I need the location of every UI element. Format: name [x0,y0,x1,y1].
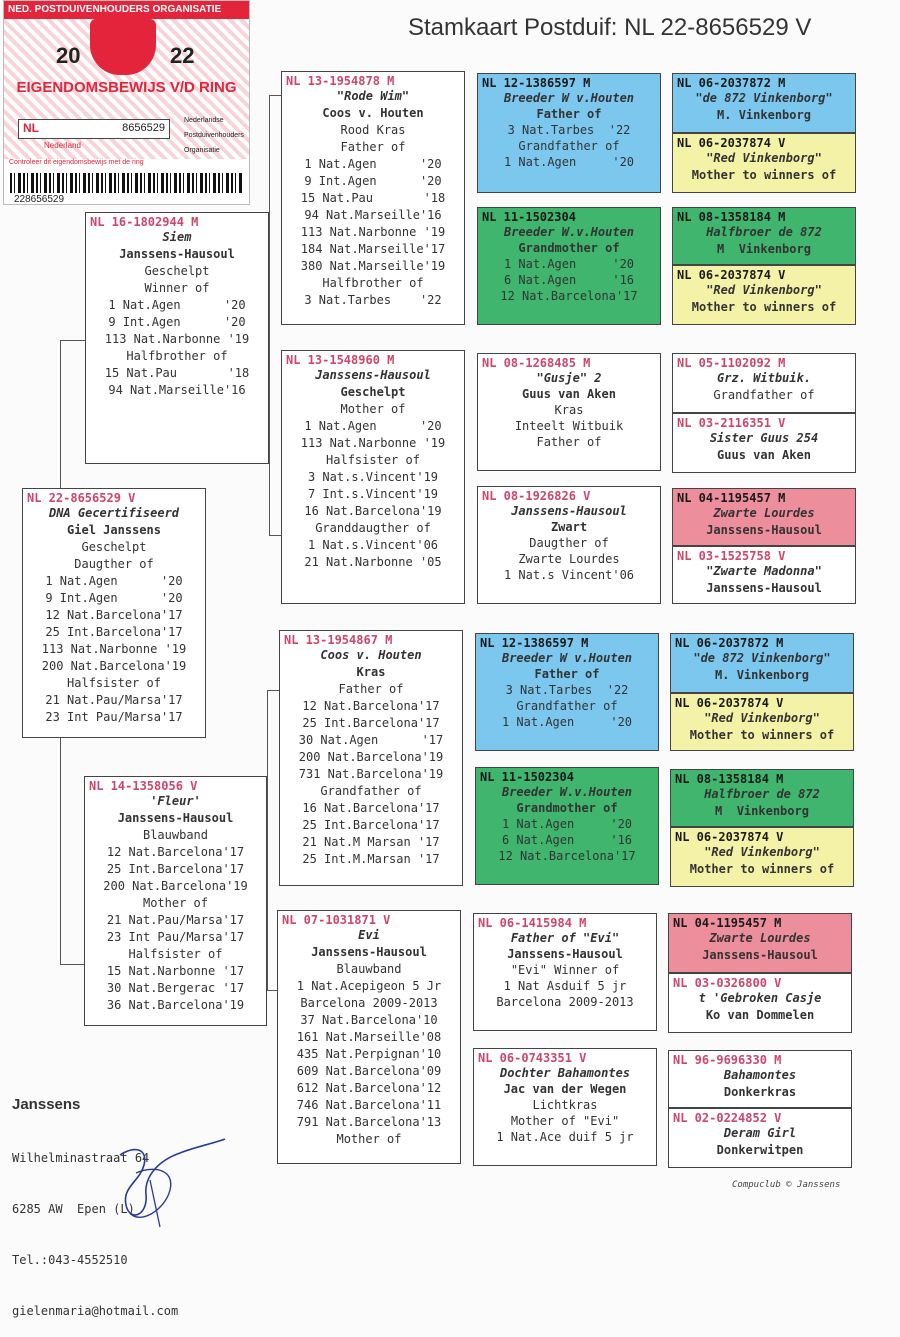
bird-line: 1 Nat.Agen '20 [108,298,246,312]
bird-line: Father of [534,667,600,681]
pedigree-card-fmf [477,353,661,471]
pedigree-card-g15 [668,1050,852,1108]
ownership-certificate [3,0,250,205]
bird-line: 3 Nat.Tarbes '22 [507,123,631,137]
bird-line: Mother to winners of [689,862,835,876]
bird-line: 23 Int Pau/Marsa'17 [45,710,183,724]
ring-number: NL 05-1102092 M [677,356,786,370]
bird-line: "Gusje" 2 [536,371,602,385]
bird-line: Blauwband [336,962,402,976]
bird-line: 25 Int.Barcelona'17 [45,625,183,639]
bird-line: Zwart [550,520,588,534]
bird-line: Mother of [142,896,209,910]
bird-line: 30 Nat.Agen '17 [298,733,444,747]
bird-line: "Red Vinkenborg" [704,711,820,725]
bird-line: Grandmother of [518,241,620,255]
bird-line: "Red Vinkenborg" [704,845,820,859]
bird-line: Grandfather of [518,139,620,153]
ring-number: NL 08-1358184 M [677,210,786,224]
bird-line: 612 Nat.Barcelona'12 [296,1081,442,1095]
ring-number: NL 12-1386597 M [482,76,591,90]
bird-line: Grandfather of [713,388,815,402]
connector [60,340,61,488]
bird-line: "Rode Wim" [336,89,410,103]
ring-number: NL 03-2116351 V [677,416,786,430]
bird-line: 113 Nat.Narbonne '19 [104,332,250,346]
bird-line: M. Vinkenborg [715,668,809,682]
bird-line: Halfbroer de 872 [704,787,820,801]
connector [267,690,279,691]
npo-line: Nederlandse [184,117,224,124]
ring-number: NL 22-8656529 V [27,491,136,505]
bird-line: 1 Nat.s Vincent'06 [503,568,635,582]
ring-number: NL 03-1525758 V [677,549,786,563]
bird-line: Janssens-Hausoul [507,947,623,961]
bird-line: Mother of "Evi" [510,1114,620,1128]
bird-line: Kras [356,665,386,679]
bird-line: t 'Gebroken Casje [698,991,822,1005]
bird-line: Zwarte Lourdes [713,506,815,520]
npo-line: Organisatie [184,147,220,154]
bird-line: 9 Int.Agen '20 [304,174,442,188]
bird-line: 25 Int.Barcelona'17 [106,862,245,876]
pedigree-card-fm [281,350,465,604]
bird-line: Daugther of [529,536,609,550]
bird-line: 9 Int.Agen '20 [108,315,246,329]
ring-number: NL 13-1954867 M [284,633,393,647]
bird-line: 731 Nat.Barcelona'19 [298,767,444,781]
country-code: NL [23,121,39,135]
bird-line: 12 Nat.Barcelona'17 [45,608,183,622]
bird-line: 1 Nat.Agen '20 [503,257,635,271]
bird-line: Deram Girl [723,1126,797,1140]
ring-number-box [18,119,170,139]
bird-line: M Vinkenborg [715,804,809,818]
pedigree-card-g11 [670,769,854,827]
bird-line: 9 Int.Agen '20 [45,591,183,605]
breeder-name: Janssens [12,1096,81,1113]
bird-line: 200 Nat.Barcelona'19 [298,750,444,764]
bird-line: Mother of [340,402,406,416]
bird-line: Ko van Dommelen [705,1008,815,1022]
bird-line: 15 Nat.Pau '18 [104,366,250,380]
bird-line: Father of [536,107,602,121]
bird-line: Coos v. Houten [320,648,422,662]
bird-line: Halfsister of [128,947,223,961]
bird-line: 15 Nat.Pau '18 [300,191,446,205]
bird-line: 1 Nat.Agen '20 [501,817,633,831]
pedigree-card-g8 [672,546,856,604]
bird-line: M Vinkenborg [717,242,811,256]
bird-line: Jac van der Wegen [503,1082,627,1096]
npo-logo [184,113,244,158]
bird-line: 1 Nat.Agen '20 [45,574,183,588]
bird-line: Janssens-Hausoul [702,948,818,962]
ring-number: NL 96-9696330 M [673,1053,782,1067]
address-phone: Tel.:043-4552510 [12,1253,128,1267]
ring-number: NL 13-1954878 M [286,74,395,88]
bird-line: Lichtkras [532,1098,598,1112]
bird-line: Janssens-Hausoul [117,811,234,825]
pedigree-card-mother [84,776,267,1026]
ring-number: NL 12-1386597 M [480,636,589,650]
bird-line: 21 Nat.Narbonne '05 [304,555,442,569]
bird-line: "de 872 Vinkenborg" [695,91,833,105]
connector [269,95,270,535]
pedigree-card-g10 [670,693,854,751]
connector [60,738,61,964]
bird-line: 200 Nat.Barcelona'19 [41,659,187,673]
bird-line: Sister Guus 254 [709,431,819,445]
pedigree-card-father [85,212,269,464]
barcode-number: 228656529 [14,194,65,205]
pedigree-card-main [22,488,206,738]
bird-line: 1 Nat.Agen '20 [501,715,633,729]
bird-line: Grandfather of [320,784,422,798]
bird-line: Father of [536,435,602,449]
pedigree-card-g9 [670,633,854,693]
bird-line: Geschelpt [81,540,147,554]
pedigree-card-mm [277,910,461,1164]
bird-line: 184 Nat.Marseille'17 [300,242,446,256]
bird-line: Donkerkras [723,1085,797,1099]
pedigree-card-g3 [672,207,856,265]
pedigree-card-g6 [672,413,856,473]
bird-line: 161 Nat.Marseille'08 [296,1030,442,1044]
bird-line: Halfsister of [326,453,420,467]
bird-line: Janssens-Hausoul [706,581,822,595]
pedigree-card-mf [279,630,463,886]
signature-icon [100,1135,230,1230]
ring-number: NL 03-0326800 V [673,976,782,990]
certificate-title: EIGENDOMSBEWIJS V/D RING [16,79,237,96]
bird-line: Janssens-Hausoul [511,504,627,518]
ring-number: NL 11-1502304 [480,770,574,784]
bird-line: Zwarte Lourdes [518,552,620,566]
bird-line: 3 Nat.s.Vincent'19 [307,470,439,484]
ring-number: NL 06-2037874 V [677,268,786,282]
ring-number: NL 08-1926826 V [482,489,591,503]
ring-number: NL 04-1195457 M [673,916,782,930]
pedigree-card-g1 [672,73,856,133]
bird-line: 380 Nat.Marseille'19 [300,259,446,273]
connector [269,95,281,96]
bird-line: 12 Nat.Barcelona'17 [498,849,636,863]
bird-line: 113 Nat.Narbonne '19 [41,642,187,656]
bird-line: DNA Gecertifiseerd [48,506,180,520]
bird-line: 12 Nat.Barcelona'17 [500,289,638,303]
bird-line: Evi [358,928,380,942]
bird-line: Janssens-Hausoul [315,368,431,382]
barcode [10,173,242,193]
address-email[interactable]: gielenmaria@hotmail.com [12,1304,179,1318]
bird-line: 113 Nat.Narbonne '19 [300,225,446,239]
bird-line: 16 Nat.Barcelona'17 [302,801,440,815]
connector [60,340,85,341]
bird-line: Zwarte Lourdes [709,931,811,945]
bird-line: Mother of [336,1132,402,1146]
bird-line: 36 Nat.Barcelona'19 [106,998,245,1012]
ring-number: NL 11-1502304 [482,210,576,224]
bird-line: 435 Nat.Perpignan'10 [296,1047,442,1061]
bird-line: 7 Int.s.Vincent'19 [307,487,439,501]
bird-line: "Red Vinkenborg" [706,151,822,165]
bird-line: Halfbrother of [322,276,424,290]
pedigree-card-mmf [473,913,657,1031]
bird-line: Daugther of [74,557,154,571]
bird-line: Breeder W.v.Houten [501,785,633,799]
ring-number: 8656529 [122,122,165,134]
bird-line: 16 Nat.Barcelona'19 [304,504,442,518]
ring-number: NL 06-2037872 M [677,76,786,90]
bird-line: Janssens-Hausoul [706,523,822,537]
ring-number: NL 02-0224852 V [673,1111,782,1125]
connector [267,690,268,990]
pedigree-card-g5 [672,353,856,413]
bird-line: 3 Nat.Tarbes '22 [304,293,442,307]
bird-line: 15 Nat.Narbonne '17 [106,964,245,978]
bird-line: Blauwband [142,828,209,842]
bird-line: Grandmother of [516,801,618,815]
bird-line: 'Fleur' [150,794,201,808]
pedigree-card-mmm [473,1048,657,1166]
bird-line: 1 Nat.Agen '20 [304,419,442,433]
bird-line: 12 Nat.Barcelona'17 [302,699,440,713]
bird-line: 25 Int.Barcelona'17 [302,716,440,730]
bird-line: Father of [338,682,404,696]
bird-line: 94 Nat.Marseille'16 [108,383,246,397]
ring-number: NL 06-2037872 M [675,636,784,650]
connector [267,990,277,991]
bird-line: 3 Nat.Tarbes '22 [505,683,629,697]
pedigree-card-ff [281,71,465,325]
bird-line: 791 Nat.Barcelona'13 [296,1115,442,1129]
bird-line: 6 Nat.Agen '16 [503,273,635,287]
bird-line: 94 Nat.Marseille'16 [304,208,442,222]
bird-line: 200 Nat.Barcelona'19 [103,879,248,893]
bird-line: 1 Nat.Agen '20 [304,157,442,171]
bird-line: 23 Int Pau/Marsa'17 [106,930,245,944]
bird-line: "Zwarte Madonna" [706,564,822,578]
year-right: 22 [170,43,195,68]
country-label: Nederland [44,141,81,150]
lion-crest-icon [90,19,156,75]
pedigree-card-mff [475,633,659,751]
bird-line: Father of [340,140,406,154]
bird-line: Mother to winners of [691,168,837,182]
ring-number: NL 07-1031871 V [282,913,391,927]
bird-line: Breeder W v.Houten [503,91,635,105]
bird-line: Halfbroer de 872 [706,225,822,239]
bird-line: Granddaugther of [315,521,431,535]
bird-line: 1 Nat.s.Vincent'06 [307,538,439,552]
connector [60,964,84,965]
bird-line: Rood Kras [340,123,406,137]
bird-line: Halfsister of [67,676,161,690]
bird-line: 113 Nat.Narbonne '19 [300,436,446,450]
bird-line: Guus van Aken [522,387,616,401]
pedigree-card-mfm [475,767,659,885]
pedigree-card-g13 [668,913,852,973]
year-left: 20 [56,43,81,68]
bird-line: Giel Janssens [67,523,161,537]
bird-line: 21 Nat.Pau/Marsa'17 [106,913,245,927]
bird-line: 1 Nat Asduif 5 jr [503,979,627,993]
bird-line: 25 Int.M.Marsan '17 [302,852,440,866]
ring-number: NL 08-1268485 M [482,356,591,370]
ring-number: NL 13-1548960 M [286,353,395,367]
ring-number: NL 04-1195457 M [677,491,786,505]
bird-line: Father of "Evi" [510,931,620,945]
warning-text: Controleer dit eigendomsbewijs met de ring [9,159,144,166]
npo-line: Postduivenhouders [184,132,244,139]
bird-line: Barcelona 2009-2013 [496,995,634,1009]
bird-line: 21 Nat.M Marsan '17 [302,835,440,849]
pedigree-card-ffm [477,207,661,325]
pedigree-card-fff [477,73,661,193]
pedigree-card-g7 [672,488,856,546]
pedigree-card-g2 [672,133,856,193]
ring-number: NL 08-1358184 M [675,772,784,786]
connector [269,535,281,536]
bird-line: 12 Nat.Barcelona'17 [106,845,245,859]
bird-line: Bahamontes [723,1068,797,1082]
bird-line: Inteelt Witbuik [514,419,624,433]
bird-line: Grandfather of [516,699,618,713]
bird-line: 30 Nat.Bergerac '17 [106,981,245,995]
bird-line: Coos v. Houten [322,106,424,120]
ring-number: NL 16-1802944 M [90,215,199,229]
ring-number: NL 06-2037874 V [675,830,784,844]
bird-line: "Evi" Winner of [510,963,620,977]
bird-line: Siem [162,230,192,244]
bird-line: Mother to winners of [689,728,835,742]
footer-credit: Compuclub © Janssens [732,1180,841,1190]
bird-line: 37 Nat.Barcelona'10 [300,1013,438,1027]
bird-line: Geschelpt [144,264,210,278]
org-name: NED. POSTDUIVENHOUDERS ORGANISATIE [4,1,249,19]
pedigree-card-g16 [668,1108,852,1168]
bird-line: M. Vinkenborg [717,108,811,122]
bird-line: Breeder W.v.Houten [503,225,635,239]
page-title: Stamkaart Postduif: NL 22-8656529 V [408,14,812,41]
bird-line: "de 872 Vinkenborg" [693,651,831,665]
pedigree-card-g4 [672,265,856,325]
ring-number: NL 06-2037874 V [677,136,786,150]
address-city: 6285 AW Epen (L) [12,1202,135,1216]
bird-line: "Red Vinkenborg" [706,283,822,297]
bird-line: Kras [554,403,584,417]
bird-line: Geschelpt [340,385,406,399]
bird-line: Barcelona 2009-2013 [300,996,438,1010]
bird-line: Mother to winners of [691,300,837,314]
bird-line: 746 Nat.Barcelona'11 [296,1098,442,1112]
bird-line: 6 Nat.Agen '16 [501,833,633,847]
bird-line: 609 Nat.Barcelona'09 [296,1064,442,1078]
bird-line: Janssens-Hausoul [119,247,235,261]
bird-line: 25 Int.Barcelona'17 [302,818,440,832]
pedigree-card-g12 [670,827,854,887]
bird-line: Janssens-Hausoul [311,945,427,959]
bird-line: 1 Nat.Acepigeon 5 Jr [296,979,442,993]
ring-number: NL 06-0743351 V [478,1051,587,1065]
bird-line: Breeder W v.Houten [501,651,633,665]
ring-number: NL 14-1358056 V [89,779,198,793]
ring-number: NL 06-1415984 M [478,916,587,930]
pedigree-card-g14 [668,973,852,1033]
bird-line: 1 Nat.Agen '20 [503,155,635,169]
bird-line: 21 Nat.Pau/Marsa'17 [45,693,183,707]
bird-line: Dochter Bahamontes [499,1066,631,1080]
bird-line: Grz. Witbuik. [717,371,811,385]
bird-line: Guus van Aken [717,448,811,462]
bird-line: Donkerwitpen [716,1143,804,1157]
bird-line: 1 Nat.Ace duif 5 jr [496,1130,634,1144]
address-street: Wilhelminastraat 64 [12,1151,150,1165]
pedigree-card-fmm [477,486,661,604]
bird-line: Halfbrother of [126,349,228,363]
bird-line: Winner of [144,281,210,295]
ring-number: NL 06-2037874 V [675,696,784,710]
